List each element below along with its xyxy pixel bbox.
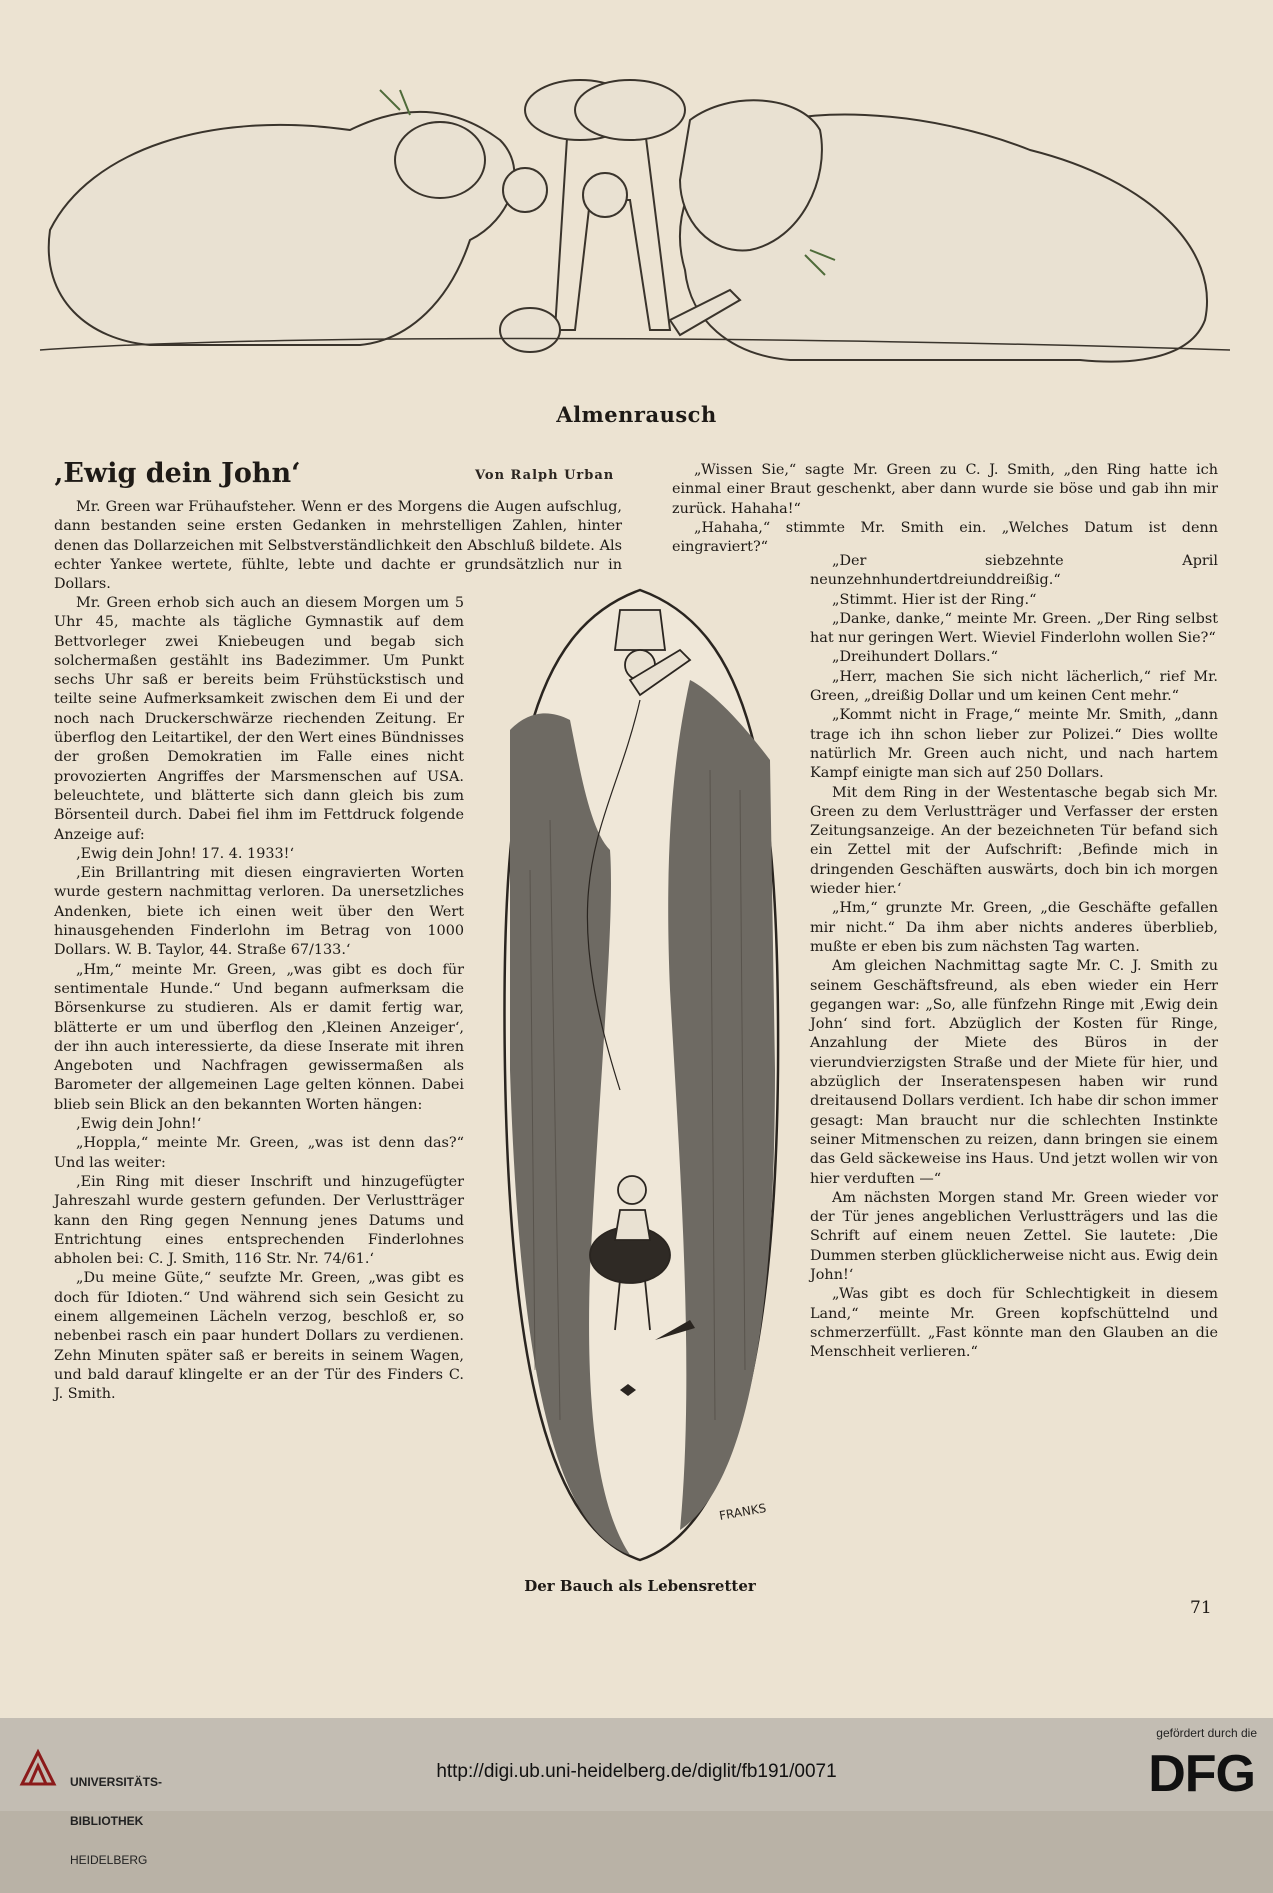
illustration-signature: FRANKS [718,1500,768,1523]
paragraph: „Danke, danke,“ meinte Mr. Green. „Der Ring selbst hat nur geringen Wert. Wieviel Finderlohn wollen Sie?“ [810,610,1218,647]
paragraph: ‚Ein Ring mit dieser Inschrift und hinzugefügter Jahreszahl wurde gestern gefunden. Der Verlustträger kann den Ring gegen Nennung jenes Datums und Entrichtung eines entsprechenden Finderlohnes abholen bei: C. J. Smith, 116 Str. Nr. 74/61.‘ [54,1173,464,1268]
paragraph: Mr. Green erhob sich auch an diesem Morgen um 5 Uhr 45, machte als tägliche Gymnastik auf dem Bettvorleger zwei Kniebeugen und begab sich solchermaßen gestählt ins Badezimmer. Um Punkt sechs Uhr saß er bereits beim Frühstückstisch und teilte seine Aufmerksamkeit zwischen dem Ei und der noch nach Druckerschwärze riechenden Zeitung. Er überflog den Leitartikel, der den Wert eines Bündnisses der großen Demokratien im Falle eines nicht provozierten Angriffes der Marsmenschen auf USA. beleuchtete, und blätterte sich dann gleich bis zum Börsenteil durch. Dabei fiel ihm im Fettdruck folgende Anzeige auf: [54,595,464,843]
paragraph: ‚Ein Brillantring mit diesen eingravierten Worten wurde gestern nachmittag verloren. Da unersetzliches Andenken, biete ich einen weit über den Wert hinausgehenden Finderlohn im Betrag von 1000 Dollars. W. B. Taylor, 44. Straße 67/133.‘ [54,865,464,959]
library-line: UNIVERSITÄTS- [70,1775,163,1789]
cartoon-illustration-belly [490,570,790,1570]
library-line: HEIDELBERG [70,1853,148,1867]
footer-bar [0,1718,1273,1867]
paragraph: Am nächsten Morgen stand Mr. Green wieder vor der Tür jenes angeblichen Verlustträgers und las die Schrift auf einem neuen Zettel. Sie lautete: ‚Die Dummen sterben glücklicherweise nicht aus. Ewig dein John!‘ [810,1189,1218,1283]
paragraph: „Stimmt. Hier ist der Ring.“ [832,591,1037,608]
paragraph: Mr. Green war Frühaufsteher. Wenn er des Morgens die Augen aufschlug, dann bestanden seine ersten Gedanken in mehrstelligen Zahlen, hinter denen das Dollarzeichen mit Selbstverständlichkeit den Abschluß bildete. Als echter Yankee wertete, fühlte, lebte und dachte er grundsätzlich nur in Dollars. [54,499,622,593]
column-right [810,552,1218,1362]
paragraph: „Hm,“ meinte Mr. Green, „was gibt es doch für sentimentale Hunde.“ Und begann aufmerksam die Börsenkurse zu studieren. Als er damit fertig war, blätterte er um und überflog den ‚Kleinen Anzeiger‘, der ihn auch interessierte, da diese Inserate mit ihren Angeboten und Nachfragen gewissermaßen als Barometer der allgemeinen Lage gelten können. Dabei blieb sein Blick an den bekannten Worten hängen: [54,961,464,1113]
paragraph: ‚Ewig dein John!‘ [76,1116,202,1133]
article-byline: Von Ralph Urban [475,468,615,483]
column-left-lower [54,594,464,1404]
column-right-top [672,461,1218,557]
article-title: ‚Ewig dein John‘ [54,458,301,489]
paragraph: „Was gibt es doch für Schlechtigkeit in diesem Land,“ meinte Mr. Green kopfschüttelnd und schmerzerfüllt. „Fast könnte man den Glauben an die Menschheit verlieren.“ [810,1286,1218,1361]
paragraph: „Hoppla,“ meinte Mr. Green, „was ist denn das?“ Und las weiter: [54,1135,464,1171]
paragraph: „Der siebzehnte April neunzehnhundertdreiunddreißig.“ [810,553,1218,589]
funded-by-label: gefördert durch die [1156,1726,1257,1740]
library-line: BIBLIOTHEK [70,1814,144,1828]
permalink-url[interactable]: http://digi.ub.uni-heidelberg.de/diglit/fb191/0071 [436,1761,837,1782]
paragraph: „Hahaha,“ stimmte Mr. Smith ein. „Welches Datum ist denn eingraviert?“ [672,519,1218,556]
paragraph: „Hm,“ grunzte Mr. Green, „die Geschäfte gefallen mir nicht.“ Da ihm aber nichts anderes überblieb, mußte er eben bis zum nächsten Tag warten. [810,900,1218,955]
page-number: 71 [1190,1598,1212,1618]
paragraph: „Kommt nicht in Frage,“ meinte Mr. Smith, „dann trage ich ihn schon lieber zur Polizei.“ Dies wollte natürlich Mr. Green auch nicht, und nach hartem Kampf einigte man sich auf 250 Dollars. [810,707,1218,782]
paragraph: ‚Ewig dein John! 17. 4. 1933!‘ [76,845,295,862]
illustration-caption: Der Bauch als Lebensretter [524,1577,756,1595]
paragraph: Am gleichen Nachmittag sagte Mr. C. J. Smith zu seinem Geschäftsfreund, als eben wieder ein Herr gegangen war: „So, alle fünfzehn Ringe mit ‚Ewig dein John‘ sind fort. Abzüglich der Kosten für Ringe, Anzahlung der Miete des Büros in der vierundvierzigsten Straße und der Miete für hier, und abzüglich der Inseratenspesen haben wir rund dreitausend Dollars verdient. Ich habe dir schon immer gesagt: Man braucht nur die schlechten Instinkte seiner Mitmenschen zu reizen, dann bringen sie einem das Geld säckeweise ins Haus. Und jetzt wollen wir von hier verduften —“ [810,958,1218,1187]
paragraph: Mit dem Ring in der Westentasche begab sich Mr. Green zu dem Verlustträger und Verfasser der ersten Zeitungsanzeige. An der bezeichneten Tür befand sich ein Zettel mit der Aufschrift: ‚Befinde mich in dringenden Geschäften auswärts, doch bin ich morgen wieder hier.‘ [810,784,1218,898]
paragraph: „Du meine Güte,“ seufzte Mr. Green, „was gibt es doch für Idioten.“ Und während sich sein Gesicht zu einem allgemeinen Lächeln verzog, beschloß er, so nebenbei rasch ein paar hundert Dollars zu verdienen. Zehn Minuten später saß er bereits in seinem Wagen, und bald darauf klingelte er an der Tür des Finders C. J. Smith. [54,1270,464,1403]
paragraph: „Herr, machen Sie sich nicht lächerlich,“ rief Mr. Green, „dreißig Dollar und um keinen Cent mehr.“ [810,668,1218,705]
hero-caption: Almenrausch [556,402,717,427]
paragraph: „Dreihundert Dollars.“ [832,649,998,666]
paragraph: „Wissen Sie,“ sagte Mr. Green zu C. J. Smith, „den Ring hatte ich einmal einer Braut geschenkt, aber dann wurde sie böse und gab ihn mir zurück. Hahaha!“ [672,462,1218,517]
hero-illustration-cows [30,0,1243,395]
dfg-logo[interactable]: DFG [1148,1745,1255,1803]
